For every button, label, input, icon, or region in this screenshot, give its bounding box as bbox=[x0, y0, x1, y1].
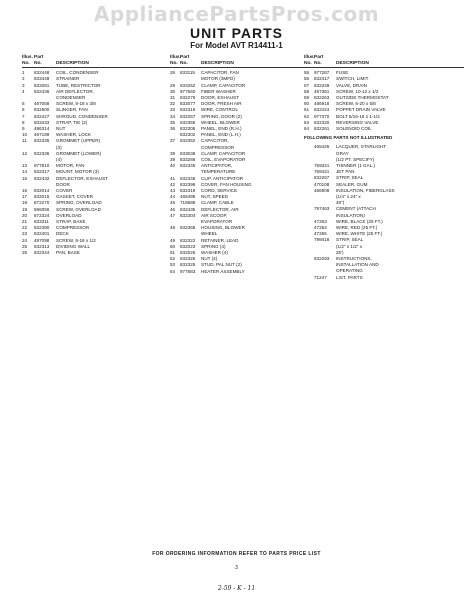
part-description: LIST, PARTS bbox=[336, 274, 363, 280]
part-number: 832026 bbox=[180, 250, 196, 256]
part-description: (3) bbox=[56, 144, 62, 150]
illus-number: 49 bbox=[170, 237, 176, 243]
page-title: UNIT PARTS bbox=[190, 25, 283, 41]
part-description: INSULATION, FIBERGLASS bbox=[336, 187, 395, 193]
part-number: 833286 bbox=[180, 157, 196, 163]
part-description: OUTSIDE THERMOSTAT bbox=[336, 95, 389, 100]
part-number: 833281 bbox=[34, 82, 50, 88]
illus-number: 41 bbox=[170, 175, 176, 181]
part-number: 832023 bbox=[180, 243, 196, 249]
part-description: DEFLECTOR, EXHAUST bbox=[56, 175, 108, 181]
list-item bbox=[304, 275, 464, 281]
illus-number: 29 bbox=[170, 82, 176, 88]
part-description: COIL, CONDENSER bbox=[56, 70, 99, 76]
part-number: 487058 bbox=[34, 101, 50, 107]
part-number: 872324 bbox=[34, 212, 50, 218]
part-description: MOUNT, MOTOR (3) bbox=[56, 169, 99, 175]
part-description: DECK bbox=[56, 231, 69, 237]
illus-number: 56 bbox=[304, 76, 310, 82]
illus-number: 4 bbox=[22, 88, 25, 94]
header-description: DESCRIPTION bbox=[56, 60, 89, 66]
part-number: 832015 bbox=[34, 194, 50, 200]
part-number: 47263 bbox=[314, 218, 327, 224]
illus-number: 31 bbox=[170, 95, 176, 100]
part-description: SWITCH, LIMIT bbox=[336, 76, 369, 82]
part-description: SCREW, 10-12 x 1/2 bbox=[336, 88, 379, 94]
illus-number: 1 bbox=[22, 70, 25, 76]
parts-list bbox=[170, 70, 310, 275]
part-description: SLINGER, FAN bbox=[56, 107, 88, 113]
part-description: STRIP, SEAL bbox=[336, 175, 364, 181]
part-description: (1/2 PT. SPECIFY) bbox=[336, 156, 375, 162]
illus-number: 52 bbox=[170, 256, 176, 262]
illus-number: 2 bbox=[22, 76, 25, 82]
part-description: COMPRESSOR bbox=[201, 144, 235, 150]
part-number: 832257 bbox=[180, 113, 196, 119]
header-no: No. bbox=[170, 60, 178, 66]
illus-number: 8 bbox=[22, 119, 25, 125]
part-description: STRAINER bbox=[56, 76, 80, 82]
part-number: 833252 bbox=[180, 82, 196, 88]
illus-number: 5 bbox=[22, 101, 25, 107]
part-number: 832396 bbox=[180, 181, 196, 187]
parts-list bbox=[304, 70, 464, 132]
part-description: DIVIDING WALL bbox=[56, 243, 91, 249]
illus-number: 47 bbox=[170, 212, 176, 218]
part-number: 833036 bbox=[180, 150, 196, 156]
part-description: SCREW, OVERLOAD bbox=[56, 206, 101, 212]
illus-number: 33 bbox=[170, 107, 176, 113]
part-number: 832261 bbox=[314, 126, 330, 132]
illus-number: 46 bbox=[170, 206, 176, 212]
part-number: 832336 bbox=[34, 150, 50, 156]
part-description: AIR DEFLECTOR, bbox=[56, 88, 94, 94]
part-description: SOLENOID COIL bbox=[336, 126, 372, 132]
header-description: DESCRIPTION bbox=[201, 60, 234, 66]
part-number: 832345 bbox=[180, 163, 196, 169]
illus-number: 43 bbox=[170, 188, 176, 194]
part-number: 832432 bbox=[34, 175, 50, 181]
part-number: 486918 bbox=[314, 101, 330, 107]
part-description: TEMPERATURE bbox=[201, 169, 236, 175]
illus-number: 36 bbox=[170, 126, 176, 132]
handwritten-note: 2-59 - K - 11 bbox=[217, 585, 256, 592]
illus-number: 23 bbox=[22, 231, 28, 237]
part-description: GASKET, COVER bbox=[56, 194, 94, 200]
part-number: 977810 bbox=[34, 163, 50, 169]
illus-number bbox=[304, 275, 314, 281]
part-description: CAPACITOR, bbox=[201, 138, 229, 144]
part-number: 977267 bbox=[314, 70, 330, 76]
part-description: OVERLOAD bbox=[56, 212, 82, 218]
part-description: SCREW, 8-18 x 3/8 bbox=[56, 101, 96, 107]
part-description: WHEEL bbox=[201, 231, 218, 237]
part-description: 25') bbox=[336, 249, 344, 255]
part-number: 832424 bbox=[314, 107, 330, 113]
part-description: STRAP, BASE bbox=[56, 219, 86, 225]
part-number: 832448 bbox=[34, 70, 50, 76]
parts-column-3 bbox=[304, 55, 464, 281]
part-number: 832306 bbox=[180, 126, 196, 132]
part-description: STRAP, TIE (2) bbox=[56, 119, 88, 125]
illus-number: 59 bbox=[304, 95, 310, 100]
part-number: 977370 bbox=[314, 113, 330, 119]
illus-number: 11 bbox=[22, 138, 27, 144]
illus-number: 3 bbox=[22, 82, 25, 88]
part-description: SPRING, DOOR (2) bbox=[201, 113, 242, 119]
illus-number: 25 bbox=[22, 243, 28, 249]
part-description: (1/2" x 1/2" x bbox=[336, 243, 362, 249]
not-illustrated-note: FOLLOWING PARTS NOT ILLUSTRATED bbox=[304, 135, 393, 141]
part-description: NUT (4) bbox=[201, 256, 218, 262]
part-number: 833077 bbox=[180, 101, 196, 107]
part-description: SCREW, 8-18 x 1/2 bbox=[56, 237, 96, 243]
part-description: DOOR bbox=[56, 181, 70, 187]
part-description: GRAY bbox=[336, 150, 349, 156]
illus-number: 16 bbox=[22, 188, 28, 194]
parts-column-1 bbox=[22, 55, 172, 256]
ordering-footer: FOR ORDERING INFORMATION REFER TO PARTS PRICE LIST bbox=[152, 551, 321, 557]
illus-number: 58 bbox=[304, 88, 310, 94]
parts-column-2 bbox=[170, 55, 310, 275]
part-number: 486314 bbox=[34, 126, 50, 132]
illus-number: 34 bbox=[170, 113, 176, 119]
part-description: LACQUER, STARLIGHT bbox=[336, 144, 387, 150]
part-description: CLIP, ANTICIPATOR bbox=[201, 175, 244, 181]
part-description: NUT, SPEED bbox=[201, 194, 229, 200]
page-number: 3 bbox=[235, 565, 238, 571]
illus-number: 17 bbox=[22, 194, 28, 200]
part-number: 832316 bbox=[180, 107, 196, 113]
parts-list-not-illustrated bbox=[304, 144, 464, 280]
illus-number: 20 bbox=[22, 212, 28, 218]
part-number: 832317 bbox=[34, 169, 50, 175]
part-number: 832276 bbox=[180, 95, 196, 100]
header-illus: Illus. bbox=[304, 55, 315, 60]
part-description: PANEL, END (L.H.) bbox=[201, 132, 241, 138]
part-description: THINNER (1 GAL.) bbox=[336, 163, 376, 169]
part-description: (4) bbox=[56, 157, 62, 163]
illus-number: 19 bbox=[22, 206, 28, 212]
part-number: 832352 bbox=[180, 138, 196, 144]
illus-number: 44 bbox=[170, 194, 176, 200]
part-description: WIRE, BLACK (25 FT.) bbox=[336, 218, 383, 224]
part-number: 47264 bbox=[314, 225, 327, 231]
part-description: (1/4" x 24" x bbox=[336, 194, 361, 200]
illus-number: 40 bbox=[170, 163, 176, 169]
header-illus: Illus. bbox=[170, 55, 181, 60]
part-number: 832368 bbox=[180, 225, 196, 231]
illus-number: 55 bbox=[304, 70, 310, 76]
illus-number: 53 bbox=[170, 262, 176, 268]
header-description: DESCRIPTION bbox=[336, 60, 369, 66]
part-description: ANTICIPATOR, bbox=[201, 163, 233, 169]
part-number: 832319 bbox=[180, 188, 196, 194]
list-item bbox=[170, 269, 310, 275]
illus-number: 6 bbox=[22, 107, 25, 113]
column-header bbox=[22, 55, 172, 68]
part-description: CAPACITOR, FAN bbox=[201, 70, 239, 76]
illus-number: 35 bbox=[170, 119, 176, 125]
part-number: 832401 bbox=[34, 231, 50, 237]
part-number: 832267 bbox=[314, 175, 330, 181]
part-number: 832322 bbox=[180, 237, 196, 243]
part-description: INSTRUCTIONS, bbox=[336, 256, 372, 262]
header-number: No. bbox=[180, 60, 188, 66]
illus-number: 21 bbox=[22, 219, 28, 225]
part-description: WASHER (4) bbox=[201, 250, 228, 256]
header-part: Part bbox=[180, 55, 190, 60]
part-number: 832436 bbox=[34, 88, 50, 94]
list-item bbox=[304, 126, 464, 132]
part-number: 47265 bbox=[314, 231, 327, 237]
part-number: 759321 bbox=[314, 163, 330, 169]
part-description: BOLT 5/16-18 x 1-1/2 bbox=[336, 113, 380, 119]
illus-number: 54 bbox=[170, 268, 176, 274]
part-description: INSTALLATION AND bbox=[336, 262, 379, 268]
part-description: TUBE, RESTRICTOR bbox=[56, 82, 101, 88]
part-number: 832304 bbox=[180, 212, 196, 218]
part-number: 872270 bbox=[34, 200, 50, 206]
part-number: 832356 bbox=[180, 119, 196, 125]
part-description: SPRING, OVERLOAD bbox=[56, 200, 102, 206]
illus-number: 37 bbox=[170, 138, 176, 144]
part-description: COMPRESSOR bbox=[56, 225, 90, 231]
part-description: PAN, BASE bbox=[56, 250, 80, 256]
illus-number: 48 bbox=[170, 225, 176, 231]
illus-number: 12 bbox=[22, 150, 28, 156]
part-number: 487361 bbox=[314, 88, 330, 94]
part-number: 465495 bbox=[180, 194, 196, 200]
part-number: 797463 bbox=[314, 206, 330, 212]
header-number: No. bbox=[34, 60, 42, 66]
part-description: CEMENT (ATTACH bbox=[336, 206, 376, 212]
part-description: 48") bbox=[336, 200, 345, 206]
illus-number: 50 bbox=[170, 243, 176, 249]
part-description: STRIP, SEAL bbox=[336, 237, 364, 243]
header-part: Part bbox=[314, 55, 324, 60]
part-description: CONDENSER bbox=[56, 95, 86, 100]
part-description: DEFLECTOR, AIR bbox=[201, 206, 239, 212]
part-description: CLAMP, CAPACITOR bbox=[201, 150, 246, 156]
part-description: DOOR, FRESH AIR bbox=[201, 101, 242, 107]
illus-number: 51 bbox=[170, 250, 176, 256]
illus-number: 26 bbox=[170, 70, 176, 76]
part-number: 596056 bbox=[34, 206, 50, 212]
part-number: 832427 bbox=[34, 113, 50, 119]
part-description: COIL, EVAPORATOR bbox=[201, 157, 246, 163]
part-number: 718686 bbox=[180, 200, 196, 206]
illus-number: 57 bbox=[304, 82, 310, 88]
illus-number: 9 bbox=[22, 126, 25, 132]
part-description: COVER bbox=[56, 188, 73, 194]
part-description: FUSE bbox=[336, 70, 349, 76]
illus-number: 15 bbox=[22, 175, 28, 181]
part-number: 71247 bbox=[314, 274, 327, 280]
part-description: MOTOR, FAN bbox=[56, 163, 85, 169]
illus-number: 14 bbox=[22, 169, 28, 175]
illus-number: 32 bbox=[170, 101, 176, 107]
illus-number: 39 bbox=[170, 157, 176, 163]
part-number: 832293 bbox=[314, 256, 330, 262]
part-number: 832320 bbox=[314, 119, 330, 125]
illus-number: 60 bbox=[304, 101, 310, 107]
illus-number: 42 bbox=[170, 181, 176, 187]
part-description: EVAPORATOR bbox=[201, 219, 233, 225]
part-description: SPRING (4) bbox=[201, 243, 226, 249]
illus-number: 64 bbox=[304, 126, 310, 132]
part-number: 487098 bbox=[34, 237, 50, 243]
part-description: STUD, PAL NUT (2) bbox=[201, 262, 242, 268]
illus-number: 38 bbox=[170, 150, 176, 156]
list-item bbox=[22, 250, 172, 256]
part-description: OPERATING bbox=[336, 268, 363, 274]
part-number: 759421 bbox=[314, 169, 330, 175]
part-description: POPPET DRAIN VALVE bbox=[336, 107, 386, 113]
part-description: SHROUD, CONDENSER bbox=[56, 113, 108, 119]
part-number: 977683 bbox=[180, 268, 196, 274]
illus-number: 61 bbox=[304, 107, 310, 113]
part-description: WASHER, LOCK bbox=[56, 132, 92, 138]
part-number: 832417 bbox=[314, 76, 330, 82]
part-number: 832346 bbox=[180, 175, 196, 181]
illus-number: 45 bbox=[170, 200, 176, 206]
part-description: DOOR, EXHAUST bbox=[201, 95, 240, 100]
part-description: WIRE, WHITE (25 FT.) bbox=[336, 231, 383, 237]
part-number: 832500 bbox=[34, 107, 50, 113]
part-number: 832325 bbox=[180, 262, 196, 268]
column-header bbox=[170, 55, 310, 68]
header-part: Part bbox=[34, 55, 44, 60]
part-number: 470108 bbox=[314, 181, 330, 187]
part-description: WIRE, CONTROL bbox=[201, 107, 239, 113]
part-number: 832014 bbox=[34, 188, 50, 194]
illus-number: 22 bbox=[22, 225, 28, 231]
illus-number: 26 bbox=[22, 250, 28, 256]
column-header bbox=[304, 55, 464, 68]
part-description: HOUSING, BLOWER bbox=[201, 225, 245, 231]
part-description: REVERSING VALVE bbox=[336, 119, 379, 125]
part-description: GROMMET (LOWER) bbox=[56, 150, 102, 156]
header-no: No. bbox=[22, 60, 30, 66]
part-number: 466908 bbox=[314, 187, 330, 193]
illus-number: 63 bbox=[304, 119, 310, 125]
part-number: 467199 bbox=[34, 132, 50, 138]
part-number: 833311 bbox=[34, 219, 49, 225]
part-description: AIR SCOOP, bbox=[201, 212, 228, 218]
part-number: 832326 bbox=[180, 256, 196, 262]
parts-list bbox=[22, 70, 172, 256]
illus-number: 24 bbox=[22, 237, 28, 243]
part-description: WIRE, RED (25 FT.) bbox=[336, 225, 378, 231]
part-number: 832349 bbox=[314, 82, 330, 88]
illus-number: 7 bbox=[22, 113, 25, 119]
part-description: COVER, FAN HOUSING bbox=[201, 181, 252, 187]
part-number: 833449 bbox=[34, 76, 50, 82]
part-number: 832302 bbox=[180, 132, 196, 138]
part-number: 833115 bbox=[180, 70, 195, 76]
part-description: CLAMP, CAPACITOR bbox=[201, 82, 246, 88]
illus-number: 10 bbox=[22, 132, 28, 138]
part-description: CORD, SERVICE bbox=[201, 188, 238, 194]
part-number: 832435 bbox=[180, 206, 196, 212]
part-description: PANEL, END (R.H.) bbox=[201, 126, 242, 132]
part-number: 832390 bbox=[34, 225, 50, 231]
illus-number: 30 bbox=[170, 88, 176, 94]
header-illus: Illus. bbox=[22, 55, 33, 60]
part-description: GROMMET (UPPER) bbox=[56, 138, 101, 144]
illus-number: 62 bbox=[304, 113, 310, 119]
header-no: No. bbox=[304, 60, 312, 66]
part-description: RETAINER, LEAD bbox=[201, 237, 239, 243]
part-description: VALVE, DRAIN bbox=[336, 82, 367, 88]
part-number: 832313 bbox=[34, 243, 50, 249]
part-number: 833433 bbox=[34, 119, 50, 125]
part-number: 799418 bbox=[314, 237, 330, 243]
part-number: 465426 bbox=[314, 144, 330, 150]
part-description: FIBER WASHER bbox=[201, 88, 236, 94]
model-subtitle: For Model AVT R14411-1 bbox=[190, 41, 283, 50]
part-description: SCREW, 6-20 x 5/8 bbox=[336, 101, 376, 107]
part-description: NUT bbox=[56, 126, 66, 132]
illus-number: 18 bbox=[22, 200, 28, 206]
part-description: WHEEL, BLOWER bbox=[201, 119, 240, 125]
header-number: No. bbox=[314, 60, 322, 66]
part-description: JET PAN bbox=[336, 169, 355, 175]
part-number: 977560 bbox=[180, 88, 196, 94]
part-number: 832263 bbox=[314, 95, 330, 100]
part-description: HEATER ASSEMBLY bbox=[201, 268, 245, 274]
part-description: MOTOR (3MFD) bbox=[201, 76, 235, 82]
illus-number: 13 bbox=[22, 163, 28, 169]
part-description: SEALER, GUM bbox=[336, 181, 368, 187]
watermark: AppliancePartsPros.com bbox=[93, 2, 380, 26]
part-number: 832344 bbox=[34, 250, 50, 256]
part-number: 832335 bbox=[34, 138, 50, 144]
part-description: CLAMP, CABLE bbox=[201, 200, 234, 206]
part-description: INSULATION) bbox=[336, 212, 365, 218]
